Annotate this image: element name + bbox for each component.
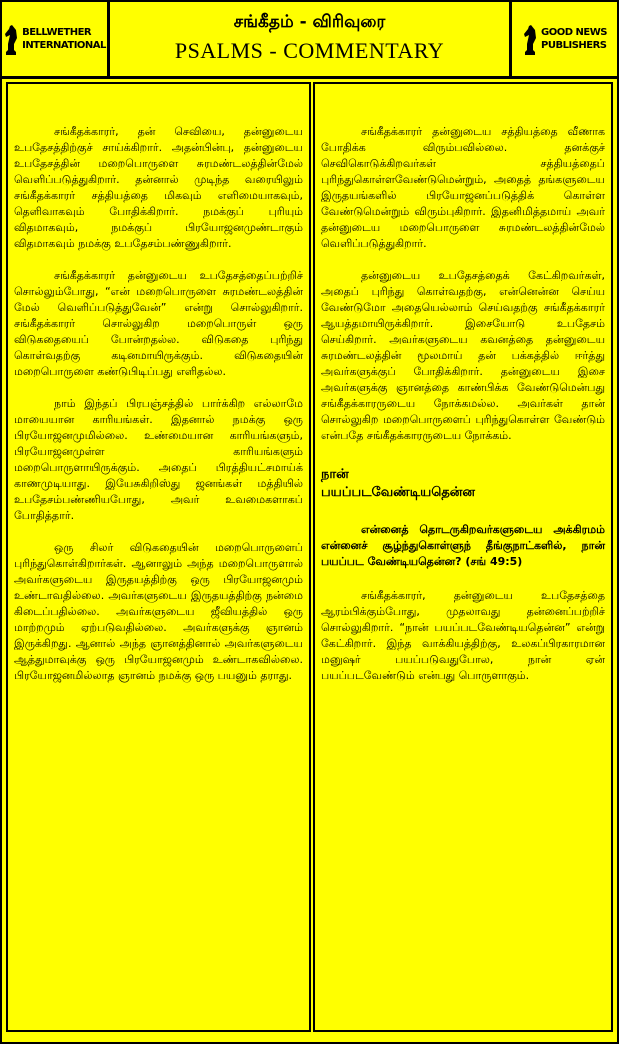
- section-heading: [321, 466, 605, 502]
- header: [2, 2, 617, 79]
- right-paragraph-1: சங்கீதக்காரர் தன்னுடைய சத்தியத்தை வீணாக போதிக்க விரும்பவில்லை. தனக்குச் செவிகொடுக்கிறவர்கள் சத்தியத்தைப் புரிந்துகொள்ளவேண்டுமென்றும், அதைத் தங்களுடைய இருதயங்களில் பிரயோஜனப்படுத்திக் கொள்ள வேண்டுமென்றும் விரும்புகிறார். இதனிமித்தமாய் அவர் தன்னுடைய மறைபொருளை சுரமண்டலத்தின்மேல் வெளிப்படுத்துகிறார்.: [321, 125, 605, 250]
- logo-right-line1: GOOD NEWS: [541, 27, 607, 38]
- logo-right-line2: PUBLISHERS: [541, 40, 607, 51]
- section-heading-line2: பயப்படவேண்டியதென்ன: [321, 485, 476, 500]
- left-paragraph-1: சங்கீதக்காரர், தன் செவியை, தன்னுடைய உபதேசத்திற்குச் சாய்க்கிறார். அதன்பின்பு, தன்னுடைய உபதேசத்தின் மறைபொருளை சுரமண்டலத்தின்மேல் வெளிப்படுத்துகிறார். தன்னால் முடிந்த வரையிலும் சங்கீதக்காரர் சத்தியத்தை மிகவும் எளிமையாகவும், தெளிவாகவும் போதிக்கிறார். நமக்குப் புரியும் விதமாகவும், நமக்குப் பிரயோஜனமுண்டாகும் விதமாகவும் நமக்கு உபதேசம்பண்ணுகிறார்.: [14, 125, 303, 250]
- page-title-english: PSALMS - COMMENTARY: [174, 38, 445, 63]
- chess-knight-icon: [3, 22, 19, 56]
- logo-left-line1: BELLWETHER: [22, 27, 92, 38]
- section-heading-line1: நான்: [321, 467, 349, 482]
- logo-left-line2: INTERNATIONAL: [22, 40, 106, 51]
- scripture-quote: என்னைத் தொடருகிறவர்களுடைய அக்கிரமம் என்னைச் சூழ்ந்துகொள்ளுந் தீங்குநாட்களில், நான் பயப்பட வேண்டியதென்ன? (சங் 49:5): [321, 523, 605, 568]
- left-paragraph-3: நாம் இந்தப் பிரபஞ்சத்தில் பார்க்கிற எல்லாமே மாயையான காரியங்கள். இதனால் நமக்கு ஒரு பிரயோஜனமுமில்லை. உண்மையான காரியங்களும், பிரயோஜனமுள்ள காரியங்களும் மறைபொருளாயிருக்கும். அதைப் பிரத்தியட்சமாய்க் காணமுடியாது. இயேசுகிறிஸ்து ஜனங்கள் மத்தியில் உபதேசம்பண்ணியபோது, அவர் உவமைகளாகப் போதித்தார்.: [14, 397, 303, 522]
- title-area: [110, 2, 509, 76]
- left-paragraph-2: சங்கீதக்காரர் தன்னுடைய உபதேசத்தைப்பற்றிச் சொல்லும்போது, “என் மறைபொருளை சுரமண்டலத்தின் மேல் வெளிப்படுத்துவேன்” என்று சொல்லுகிறார். சங்கீதக்காரர் சொல்லுகிற மறைபொருள் ஒரு விடுகதையைப் போன்றதல்ல. விடுகதை புரிந்து கொள்வதற்கு கடினமாயிருக்கும். விடுகதையின் மறைபொருளை கண்டுபிடிப்பது எளிதல்ல.: [14, 269, 303, 378]
- right-column: [313, 82, 613, 1032]
- publisher-logo-right: [509, 2, 617, 76]
- left-column: [6, 82, 311, 1032]
- page-title-tamil: சங்கீதம் - விரிவுரை: [233, 12, 386, 32]
- right-paragraph-2: தன்னுடைய உபதேசத்தைக் கேட்கிறவர்கள், அதைப் புரிந்து கொள்வதற்கு, என்னென்ன செய்ய வேண்டுமோ அதையெல்லாம் செய்வதற்கு சங்கீதக்காரர் ஆயத்தமாயிருக்கிறார். இசையோடு உபதேசம் செய்கிறார். அவர்களுடைய கவனத்தை தன்னுடைய சுரமண்டலத்தின் மூலமாய் தன் பக்கத்தில் ஈர்த்து அவர்களுக்குப் போதிக்கிறார். தன்னுடைய இசை அவர்களுக்கு ஞானத்தை காண்பிக்க வேண்டுமென்பது சங்கீதக்காரருடைய நோக்கமல்ல. அவர்கள் தான் சொல்லுகிற மறைபொருளைப் புரிந்துகொள்ள வேண்டும் என்பதே சங்கீதக்காரருடைய நோக்கம்.: [321, 269, 605, 442]
- left-paragraph-4: ஒரு சிலர் விடுகதையின் மறைபொருளைப் புரிந்துகொள்கிறார்கள். ஆனாலும் அந்த மறைபொருளால் அவர்களுடைய இருதயத்திற்கு ஒரு பிரயோஜனமும் உண்டாவதில்லை. அவர்களுடைய இருதயத்திற்கு நன்மை கிடைப்பதில்லை. அவர்களுடைய ஜீவியத்தில் ஒரு மாற்றமும் ஏற்படுவதில்லை. அவர்களுக்கு ஞானம் இருக்கிறது. ஆனால் அந்த ஞானத்தினால் அவர்களுடைய ஆத்துமாவுக்கு ஒரு பிரயோஜனமும் உண்டாகவில்லை. பிரயோஜனமில்லாத ஞானம் நமக்கு ஒரு பயனும் தராது.: [14, 541, 303, 682]
- right-paragraph-3: சங்கீதக்காரர், தன்னுடைய உபதேசத்தை ஆரம்பிக்கும்போது, முதலாவது தன்னைப்பற்றிச் சொல்லுகிறார். “நான் பயப்படவேண்டியதென்ன” என்று கேட்கிறார். இந்த வாக்கியத்திற்கு, உலகப்பிரகாரமான மனுஷர் பயப்படுவதுபோல, நான் ஏன் பயப்படவேண்டும் என்பது பொருளாகும்.: [321, 589, 605, 682]
- publisher-logo-left: [2, 2, 110, 76]
- chess-knight-icon: [522, 22, 538, 56]
